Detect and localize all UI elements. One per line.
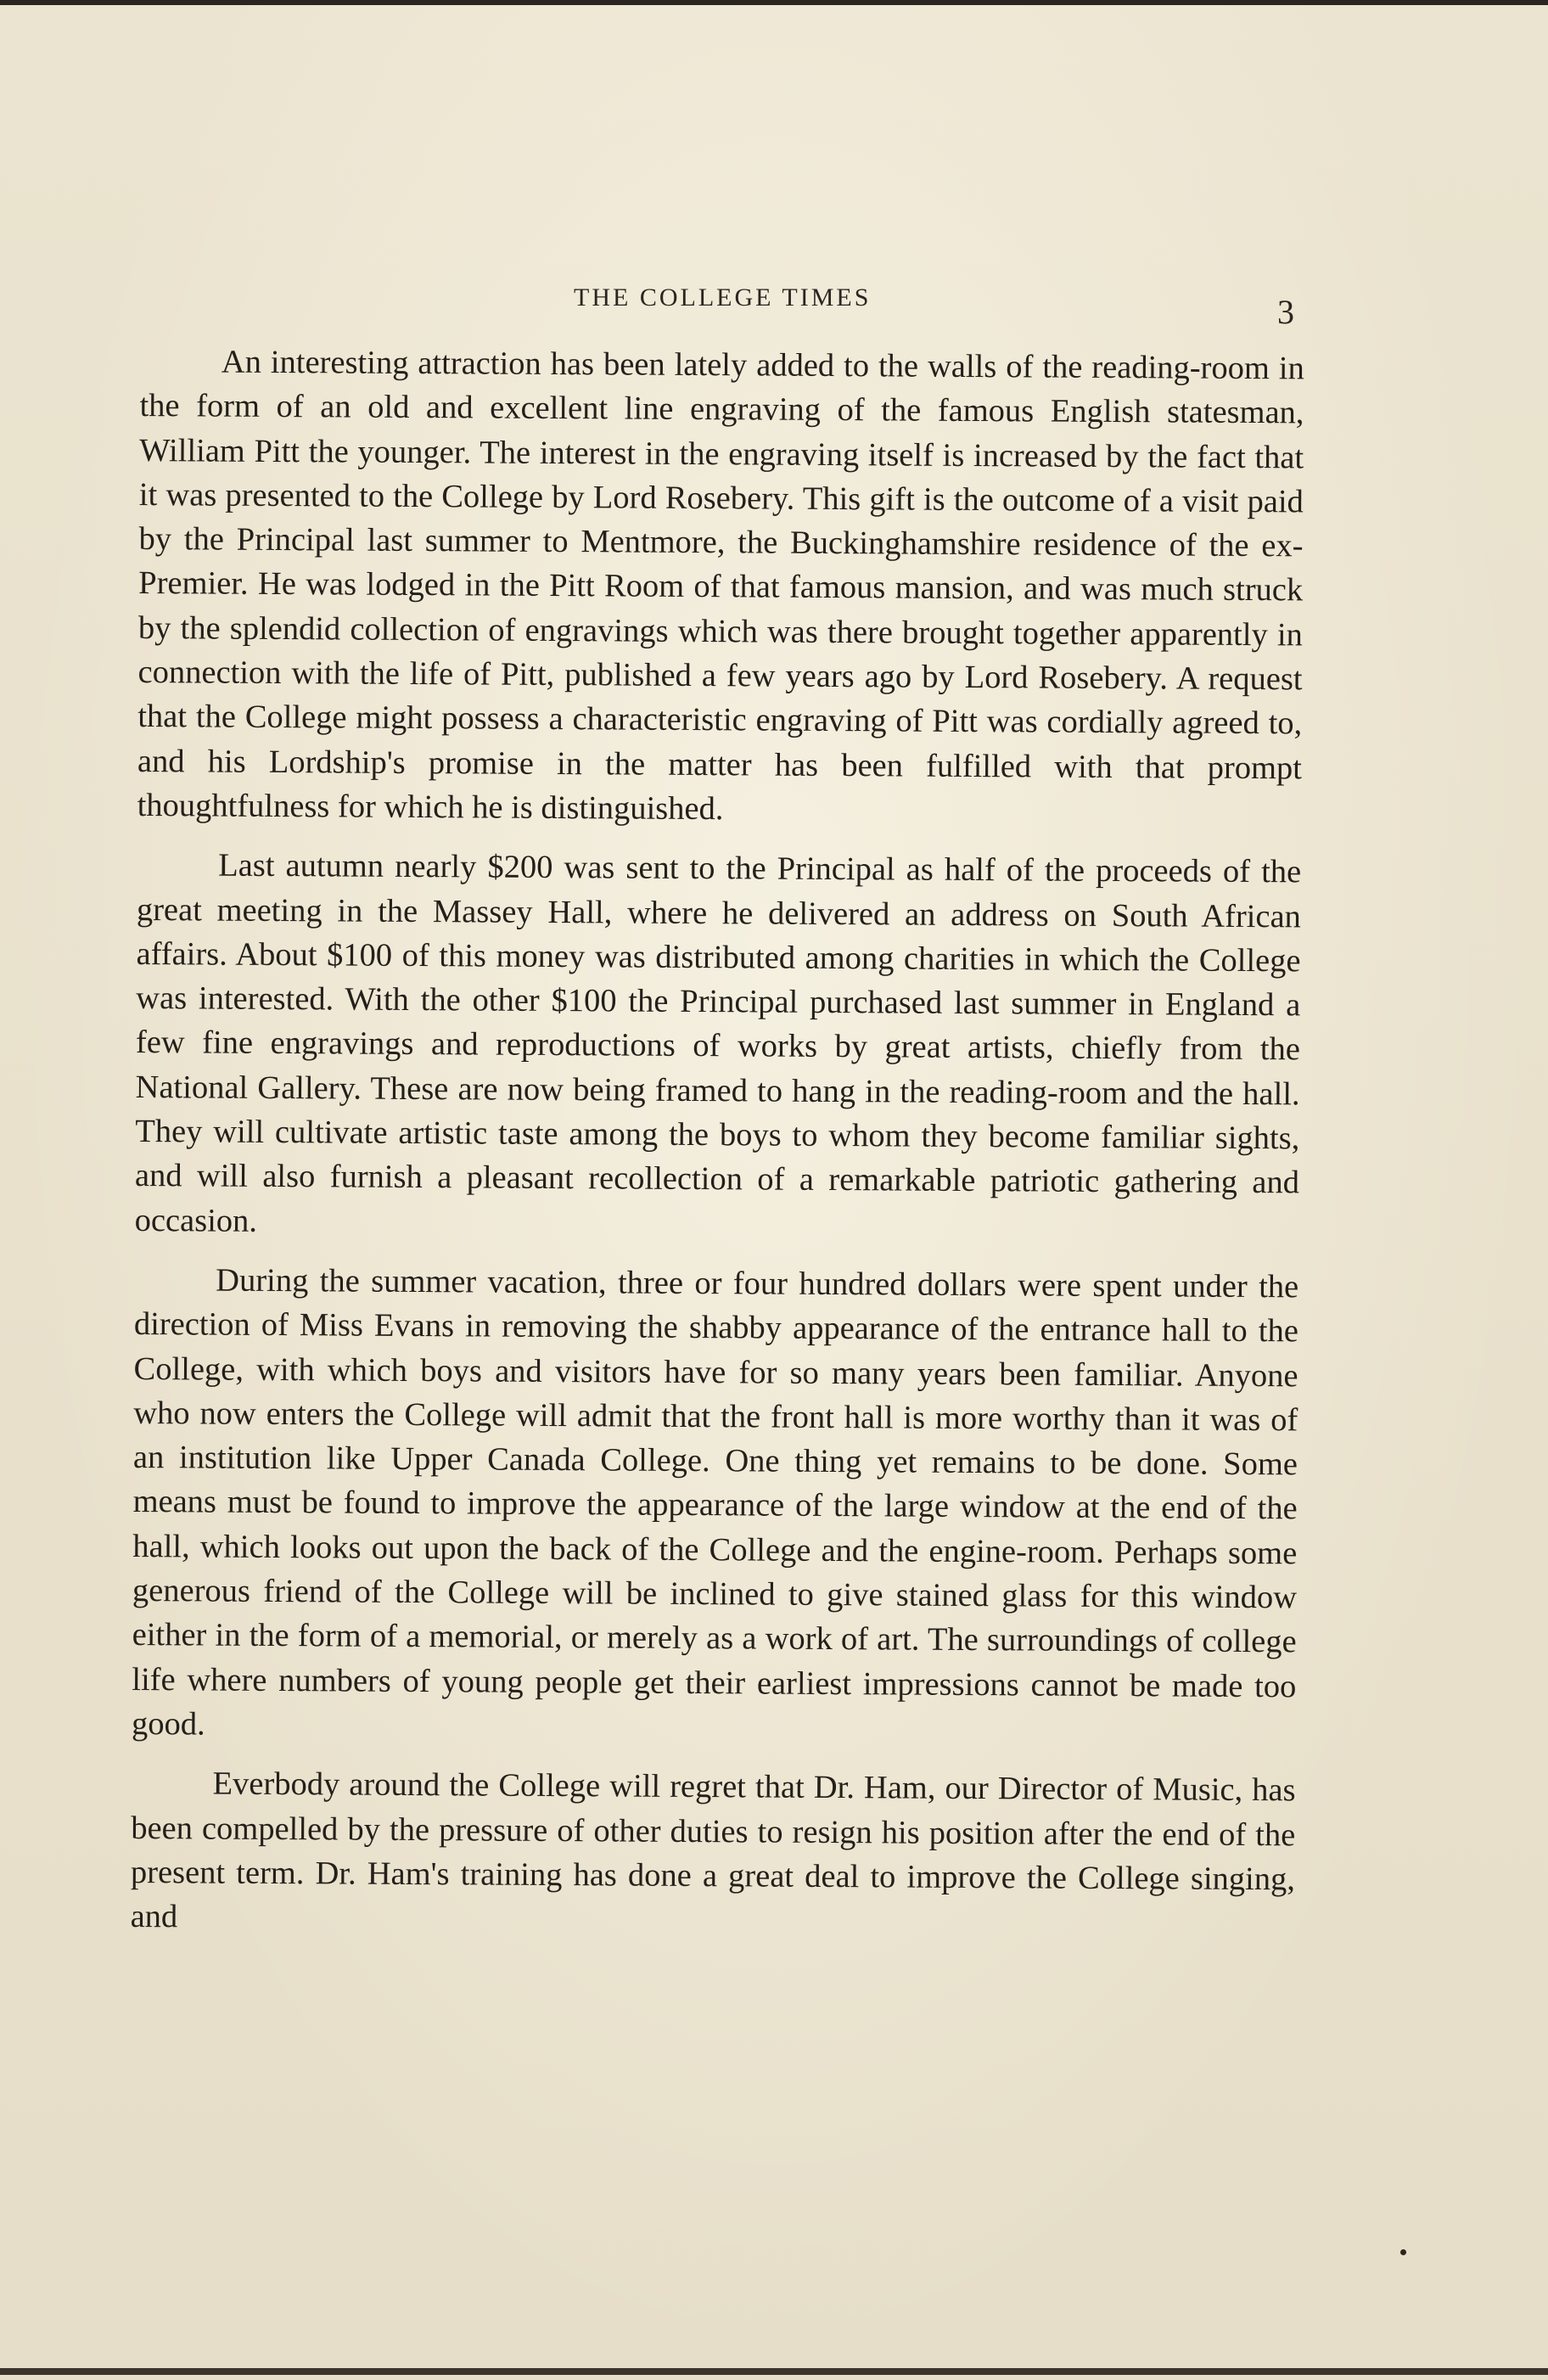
- running-header: [0, 280, 1548, 331]
- bottom-edge-rule: [0, 2368, 1548, 2375]
- running-title: THE COLLEGE TIMES: [574, 283, 872, 312]
- top-edge-rule: [0, 0, 1548, 5]
- paragraph-engravings-purchase: Last autumn nearly $200 was sent to the Principal as half of the proceeds of the great meeting in the Massey Hall, where he delivered an address on South African affairs. About $100 of this money was distributed among charities in which the College was interested. With the other $100 the Principal purchased last summer in England a few fine engravings and reproductions of works by great artists, chiefly from the National Gallery. These are now being framed to hang in the reading-room and the hall. They will cultivate artistic taste among the boys to whom they become familiar sights, and will also furnish a pleasant recollection of a remarkable patriotic gathering and occasion.: [134, 847, 1302, 1239]
- page-number: 3: [1277, 293, 1294, 331]
- ink-speck: [1400, 2249, 1406, 2255]
- paragraph-director-of-music: Everbody around the College will regret that Dr. Ham, our Director of Music, has been compelled by the pressure of other duties to resign his position after the end of the present term. Dr. Ham's training has done a great deal to improve the College singing, and: [130, 1765, 1296, 1935]
- paragraph-entrance-hall: During the summer vacation, three or four hundred dollars were spent under the direction of Miss Evans in removing the shabby appearance of the entrance hall to the College, with which boys and visitors have for so many years been familiar. Anyone who now enters the College will admit that the front hall is more worthy than it was of an institution like Upper Canada College. One thing yet remains to be done. Some means must be found to improve the appearance of the large window at the end of the hall, which looks out upon the back of the College and the engine-room. Perhaps some generous friend of the College will be inclined to give stained glass for this window either in the form of a memorial, or merely as a work of art. The surroundings of college life where numbers of young people get their earliest impressions cannot be made too good.: [131, 1262, 1299, 1743]
- article-body: [130, 340, 1304, 1946]
- paragraph-pitt-engraving: An interesting attraction has been lately added to the walls of the reading-room in the form of an old and excellent line engraving of the famous English statesman, William Pitt the younger. The interest in the engraving itself is increased by the fact that it was presented to the College by Lord Rosebery. This gift is the outcome of a visit paid by the Principal last summer to Mentmore, the Buckinghamshire residence of the ex-Premier. He was lodged in the Pitt Room of that famous mansion, and was much struck by the splendid collection of engravings which was there brought together apparently in connection with the life of Pitt, published a few years ago by Lord Rosebery. A request that the College might possess a characteristic engraving of Pitt was cordially agreed to, and his Lordship's promise in the matter has been fulfilled with that prompt thoughtfulness for which he is distinguished.: [137, 344, 1304, 828]
